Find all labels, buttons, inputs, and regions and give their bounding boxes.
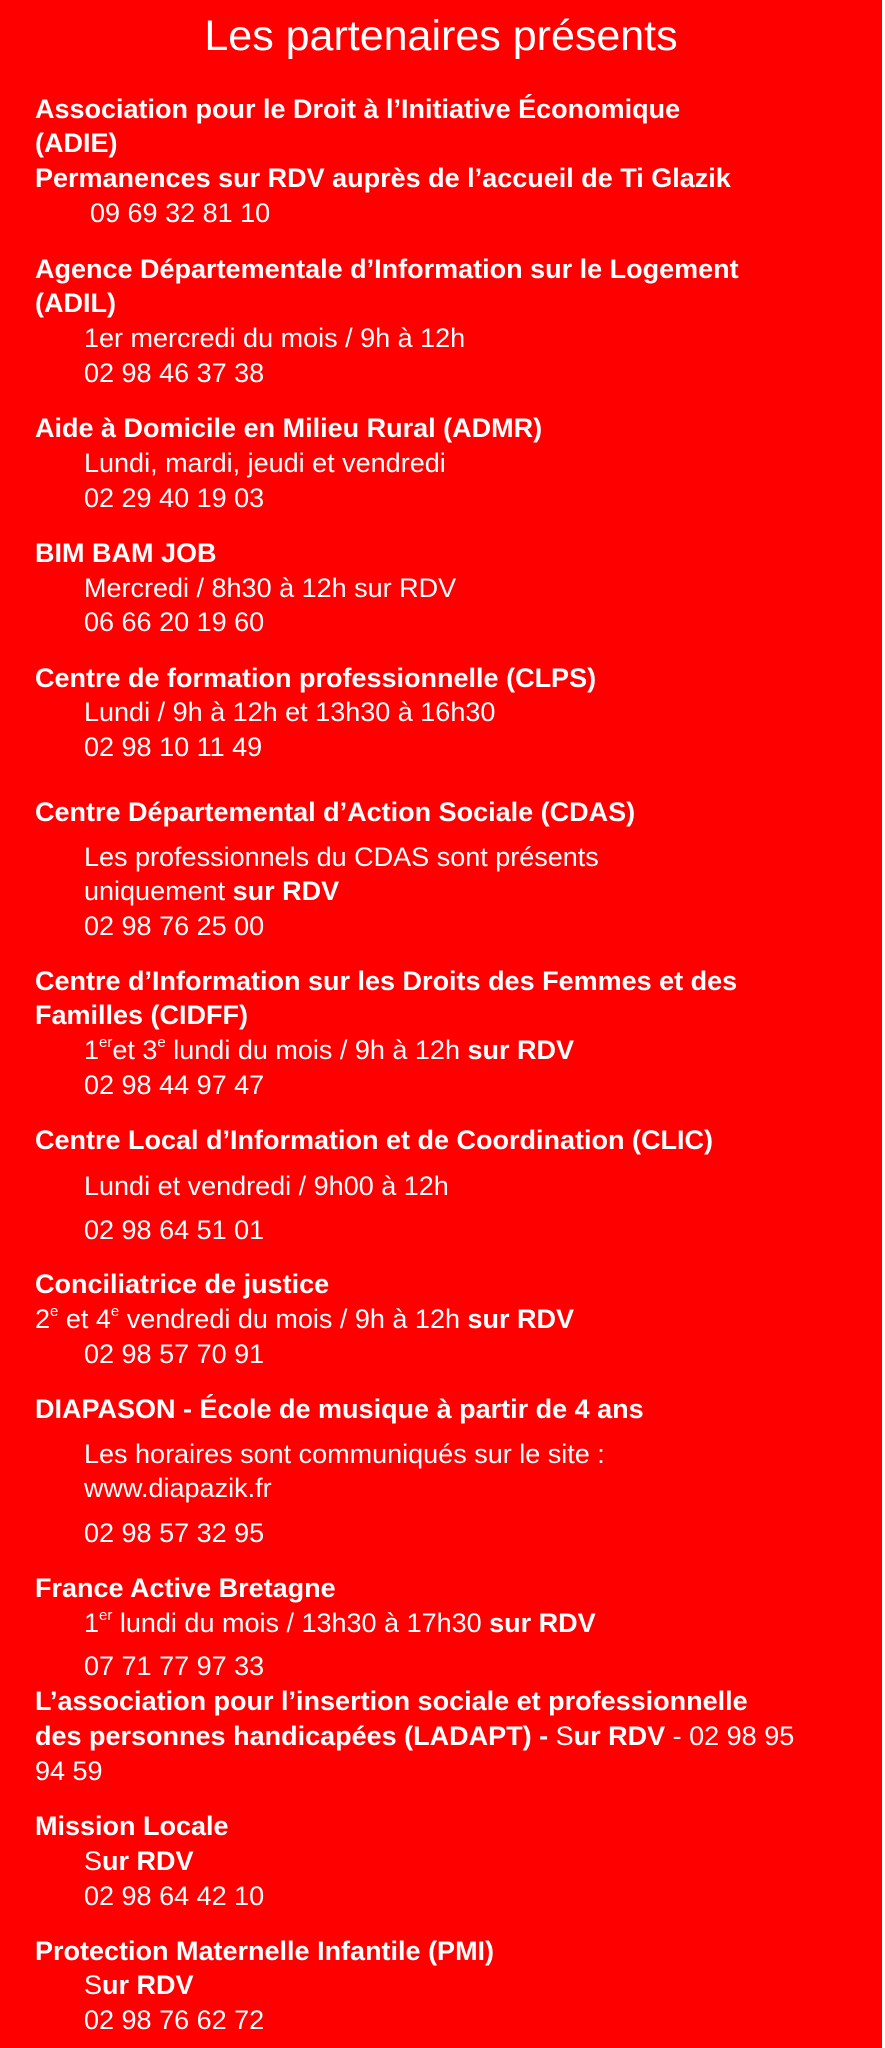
partner-admr-name: Aide à Domicile en Milieu Rural (ADMR) — [35, 413, 543, 443]
partner-cidff-hours-sup1: er — [99, 1034, 113, 1051]
partner-pmi-rdv-text: ur RDV — [102, 1970, 194, 2000]
partner-adie-phone: 09 69 32 81 10 — [90, 198, 271, 228]
partner-clic-phone: 02 98 64 51 01 — [84, 1215, 265, 1245]
partner-pmi-rdv — [84, 1968, 194, 2002]
partner-cidff-hours — [84, 1033, 574, 1067]
partner-adie-info: Permanences sur RDV auprès de l’accueil de Ti Glazik — [35, 163, 731, 193]
partner-mission-locale-rdv-s: S — [84, 1846, 103, 1876]
partner-conciliatrice-rdv: sur RDV — [467, 1304, 575, 1334]
partner-clps-hours: Lundi / 9h à 12h et 13h30 à 16h30 — [84, 697, 496, 727]
partner-cidff-hours-sup2: e — [157, 1034, 166, 1051]
partner-bimbam-phone: 06 66 20 19 60 — [84, 607, 265, 637]
partner-france-active-hours — [84, 1606, 596, 1640]
partner-ladapt-phone: - 02 98 95 — [665, 1721, 795, 1751]
partner-bimbam-hours: Mercredi / 8h30 à 12h sur RDV — [84, 573, 457, 603]
partner-adil-phone: 02 98 46 37 38 — [84, 358, 265, 388]
partner-conciliatrice-name: Conciliatrice de justice — [35, 1269, 330, 1299]
partner-france-active-hours-n1: 1 — [84, 1608, 100, 1638]
partner-adil-acronym: (ADIL) — [35, 288, 116, 318]
partner-conciliatrice-hours — [35, 1302, 574, 1336]
partner-cdas-rdv: sur RDV — [232, 876, 340, 906]
partner-ladapt-line-2 — [35, 1719, 794, 1753]
partner-conciliatrice-hours-sup2: e — [110, 1303, 120, 1320]
partner-clps-name: Centre de formation professionnelle (CLPS) — [35, 663, 597, 693]
partner-adil-name: Agence Départementale d’Information sur le Logement — [35, 254, 739, 284]
partner-clic-hours: Lundi et vendredi / 9h00 à 12h — [84, 1171, 449, 1201]
partner-pmi-name: Protection Maternelle Infantile (PMI) — [35, 1936, 495, 1966]
partner-france-active-name: France Active Bretagne — [35, 1573, 336, 1603]
partner-admr-hours: Lundi, mardi, jeudi et vendredi — [84, 448, 446, 478]
partner-adie-acronym: (ADIE) — [35, 128, 118, 158]
partner-admr-phone: 02 29 40 19 03 — [84, 483, 265, 513]
partner-conciliatrice-phone: 02 98 57 70 91 — [84, 1339, 265, 1369]
partner-mission-locale-rdv-text: ur RDV — [102, 1846, 194, 1876]
partner-conciliatrice-hours-sup1: e — [50, 1303, 59, 1320]
partner-ladapt-rdv: ur RDV — [573, 1721, 666, 1751]
partner-mission-locale-phone: 02 98 64 42 10 — [84, 1881, 265, 1911]
partner-cdas-name: Centre Départemental d’Action Sociale (CDAS) — [35, 797, 636, 827]
page-title: Les partenaires présents — [204, 12, 678, 60]
partner-clic-name: Centre Local d’Information et de Coordination (CLIC) — [35, 1125, 713, 1155]
partner-diapason-name: DIAPASON - École de musique à partir de 4 ans — [35, 1394, 644, 1424]
partner-conciliatrice-hours-rest: vendredi du mois / 9h à 12h — [119, 1304, 468, 1334]
partner-ladapt-name-2: des personnes handicapées (LADAPT) - — [35, 1721, 556, 1751]
partner-cidff-phone: 02 98 44 97 47 — [84, 1070, 265, 1100]
partner-clps-phone: 02 98 10 11 49 — [84, 732, 263, 762]
partner-cidff-name: Centre d’Information sur les Droits des Femmes et des — [35, 966, 738, 996]
partner-pmi-phone: 02 98 76 62 72 — [84, 2005, 265, 2035]
partner-cdas-phone: 02 98 76 25 00 — [84, 911, 265, 941]
partner-france-active-hours-rest: lundi du mois / 13h30 à 17h30 — [112, 1608, 490, 1638]
partner-cidff-hours-mid: et 3 — [112, 1035, 158, 1065]
partner-ladapt-rdv-s: S — [555, 1721, 574, 1751]
partner-adie-name: Association pour le Droit à l’Initiative Économique — [35, 94, 681, 124]
partner-cidff-hours-rest: lundi du mois / 9h à 12h — [165, 1035, 468, 1065]
partner-france-active-rdv: sur RDV — [489, 1608, 596, 1638]
partner-pmi-rdv-s: S — [84, 1970, 103, 2000]
partner-mission-locale-rdv — [84, 1844, 194, 1878]
partner-france-active-phone: 07 71 77 97 33 — [84, 1651, 265, 1681]
partner-cdas-info-2-text: uniquement — [84, 876, 233, 906]
partner-bimbam-name: BIM BAM JOB — [35, 538, 217, 568]
partner-diapason-website[interactable]: www.diapazik.fr — [84, 1473, 272, 1503]
partner-diapason-info: Les horaires sont communiqués sur le site : — [84, 1439, 605, 1469]
partner-mission-locale-name: Mission Locale — [35, 1811, 229, 1841]
partner-ladapt-phone-end: 94 59 — [35, 1756, 103, 1786]
partner-cidff-hours-n1: 1 — [84, 1035, 100, 1065]
partner-france-active-hours-sup1: er — [99, 1607, 113, 1624]
partner-diapason-phone: 02 98 57 32 95 — [84, 1518, 265, 1548]
partner-adil-hours: 1er mercredi du mois / 9h à 12h — [84, 323, 466, 353]
partner-cidff-acronym: Familles (CIDFF) — [35, 1000, 249, 1030]
partner-ladapt-name: L’association pour l’insertion sociale et professionnelle — [35, 1686, 748, 1716]
partner-conciliatrice-hours-mid: et 4 — [58, 1304, 111, 1334]
partner-cdas-info-2 — [84, 874, 339, 908]
partner-cidff-rdv: sur RDV — [467, 1035, 574, 1065]
partner-cdas-info: Les professionnels du CDAS sont présents — [84, 842, 599, 872]
partner-conciliatrice-hours-n1: 2 — [35, 1304, 51, 1334]
